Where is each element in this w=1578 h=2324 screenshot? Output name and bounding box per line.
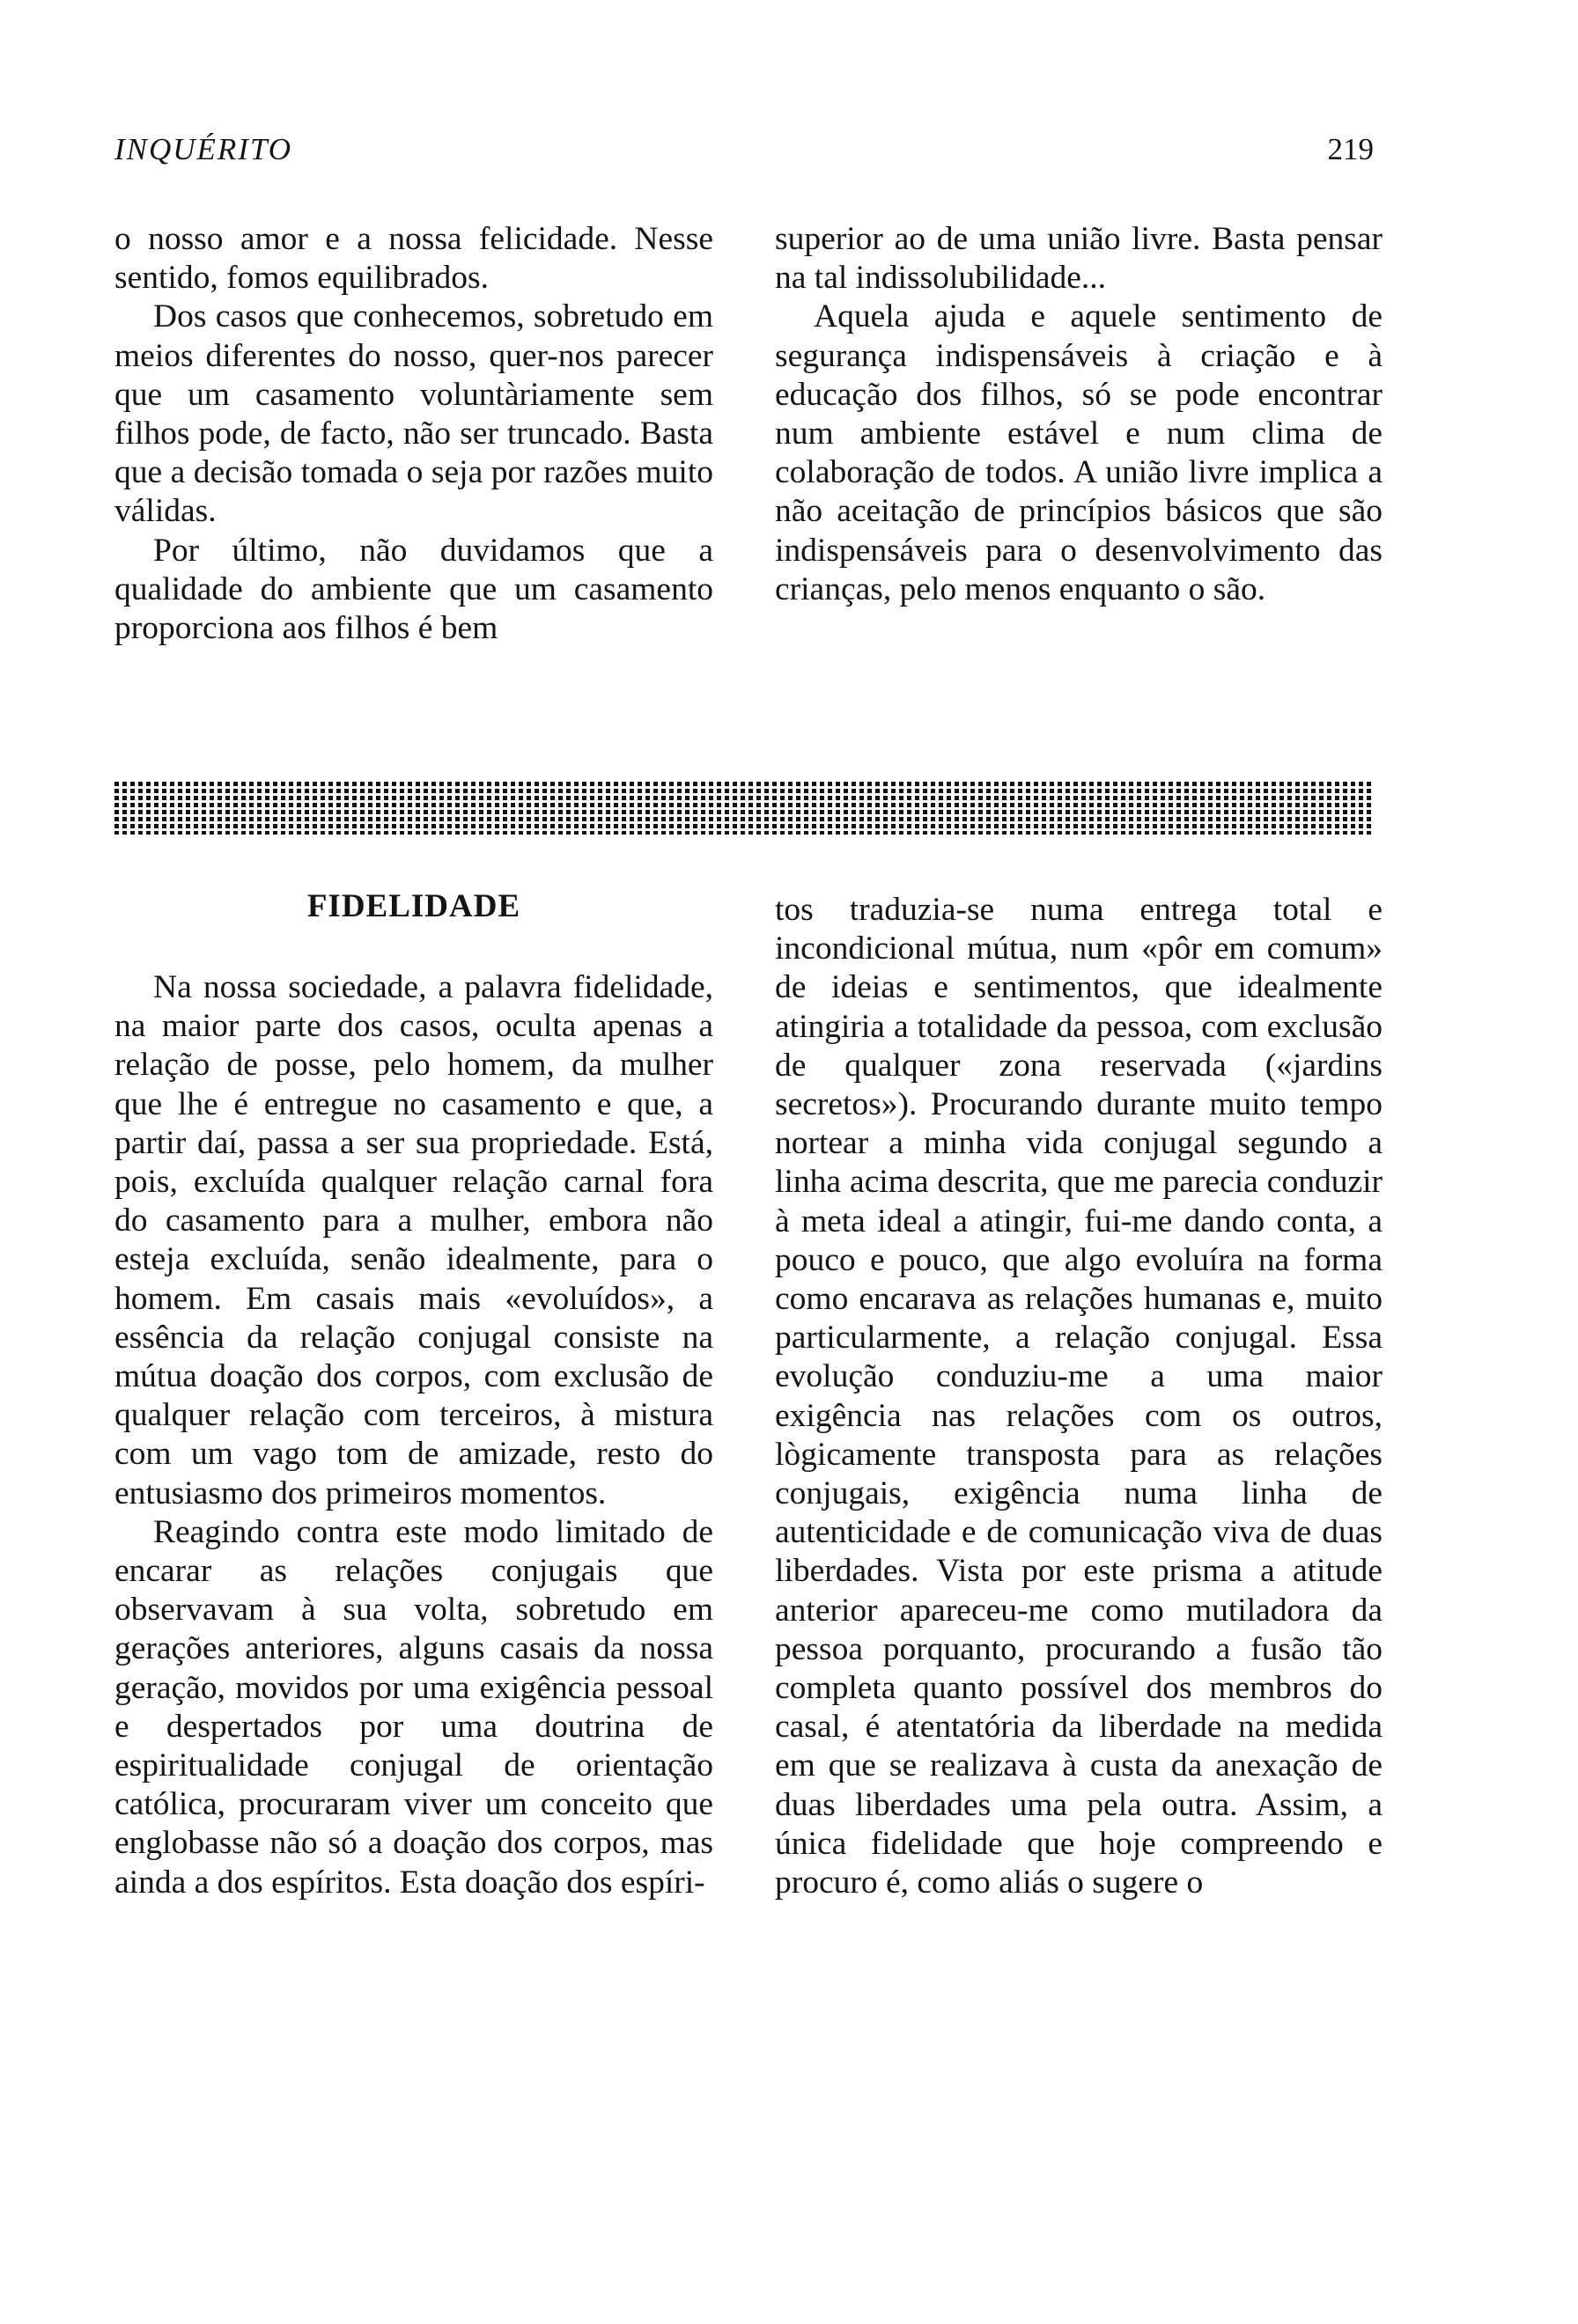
paragraph: tos traduzia-se numa entrega total e incondicional mútua, num «pôr em comum» de ideias e sentimentos, que idealmente atingiria a totalidade da pessoa, com exclusão de qualquer zona reservada («jardins secretos»). Procurando durante muito tempo nortear a minha vida conjugal segundo a linha acima descrita, que me parecia conduzir à meta ideal a atingir, fui-me dando conta, a pouco e pouco, que algo evoluíra na forma como encarava as relações humanas e, muito particularmente, a relação conjugal. Essa evolução conduziu-me a uma maior exigência nas relações com os outros, lògicamente transposta para as relações conjugais, exigência numa linha de autenticidade e de comunicação viva de duas liberdades. Vista por este prisma a atitude anterior apareceu-me como mutiladora da pessoa porquanto, procurando a fusão tão completa quanto possível dos membros do casal, é atentatória da liberdade na medida em que se realizava à custa da anexação de duas liberdades uma pela outra. Assim, a única fidelidade que hoje compreendo e procuro é, como aliás o sugere o: [775, 892, 1383, 1901]
running-head-title: INQUÉRITO: [114, 132, 293, 166]
paragraph: Aquela ajuda e aquele sentimento de segurança indispensáveis à criação e à educação dos filhos, só se pode encontrar num ambiente estável e num clima de colaboração de todos. A união livre implica a não aceitação de princípios básicos que são indispensáveis para o desenvolvimento das crianças, pelo menos enquanto o são.: [775, 298, 1383, 607]
section-divider: [114, 782, 1374, 835]
paragraph: superior ao de uma união livre. Basta pensar na tal indissolubilidade...: [775, 221, 1383, 297]
section-heading: FIDELIDADE: [306, 888, 521, 924]
paragraph: o nosso amor e a nossa felicidade. Nesse sentido, fomos equilibrados.: [114, 221, 713, 297]
paragraph: Na nossa sociedade, a palavra fidelidade, na maior parte dos casos, oculta apenas a relação de posse, pelo homem, da mulher que lhe é entregue no casamento e que, a partir daí, passa a ser sua propriedade. Está, pois, excluída qualquer relação carnal fora do casamento para a mulher, embora não esteja excluída, senão idealmente, para o homem. Em casais mais «evoluídos», a essência da relação conjugal consiste na mútua doação dos corpos, com exclusão de qualquer relação com terceiros, à mistura com um vago tom de amizade, resto do entusiasmo dos primeiros momentos.: [114, 969, 713, 1511]
bottom-left-column: [114, 968, 713, 1902]
paragraph: Por último, não duvidamos que a qualidade do ambiente que um casamento proporciona aos filhos é bem: [114, 532, 713, 647]
top-right-column: [775, 220, 1383, 609]
bottom-right-column: [775, 891, 1383, 1902]
paragraph: Reagindo contra este modo limitado de encarar as relações conjugais que observavam à sua volta, sobretudo em gerações anteriores, alguns casais da nossa geração, movidos por uma exigência pessoal e despertados por uma doutrina de espiritualidade conjugal de orientação católica, procuraram viver um conceito que englobasse não só a doação dos corpos, mas ainda a dos espíritos. Esta doação dos espíri-: [114, 1513, 713, 1901]
running-head: [114, 132, 1374, 176]
top-left-column: [114, 220, 713, 648]
page-number: 219: [1327, 132, 1374, 166]
paragraph: Dos casos que conhecemos, sobretudo em meios diferentes do nosso, quer-nos parecer que um casamento voluntàriamente sem filhos pode, de facto, não ser truncado. Basta que a decisão tomada o seja por razões muito válidas.: [114, 298, 713, 530]
